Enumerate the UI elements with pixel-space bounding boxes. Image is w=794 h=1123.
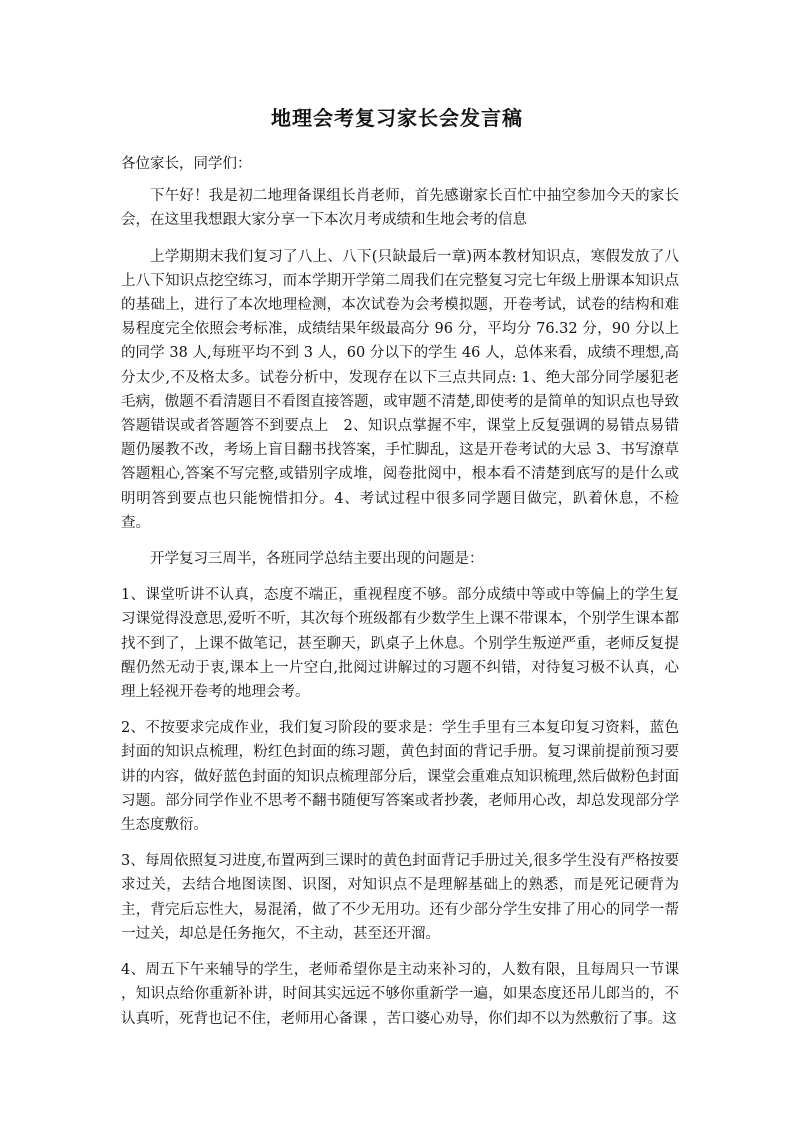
list-item-2: 2、不按要求完成作业，我们复习阶段的要求是：学生手里有三本复印复习资料，蓝色封面的知识点梳理，粉红色封面的练习题，黄色封面的背记手册。复习课前提前预习要讲的内容，做好蓝色封面的知识点梳理部分后，课堂会重难点知识梳理,然后做粉色封面习题。部分同学作业不思考不翻书随便写答案或者抄袭，老师用心改，却总发现部分学生态度敷衍。 [121,720,679,834]
paragraph-exam-analysis: 上学期期末我们复习了八上、八下(只缺最后一章)两本教材知识点，寒假发放了八上八下知识点挖空练习，而本学期开学第二周我们在完整复习完七年级上册课本知识点的基础上，进行了本次地理检测，本次试卷为会考模拟题，开卷考试，试卷的结构和难易程度完全依照会考标准，成绩结果年级最高分 96 分，平均分 76.32 分，90 分以上的同学 38 人,每班平均不到 3 人，60 分以下的学生 46 人，总体来看，成绩不理想,高分太少,不及格太多。试卷分析中，发现存在以下三点共同点: 1、绝大部分同学屡犯老毛病，傲题不看清题目不看图直接答题，或审题不清楚,即使考的是简单的知识点也导致答题错误或者答题答不到要点上 2、知识点掌握不牢，课堂上反复强调的易错点易错题仍屡教不改，考场上盲目翻书找答案，手忙脚乱，这是开卷考试的大忌 3、书写潦草答题粗心,答案不写完整,或错别字成堆，阅卷批阅中，根本看不清楚到底写的是什么或明明答到要点也只能惋惜扣分。4、考试过程中很多同学题目做完，趴着休息，不检查。 [121,248,679,531]
document-title: 地理会考复习家长会发言稿 [271,106,523,130]
list-item-3: 3、每周依照复习进度,布置两到三课时的黄色封面背记手册过关,很多学生没有严格按要求过关，去结合地图读图、识图，对知识点不是理解基础上的熟悉，而是死记硬背为主，背完后忘性大，易混淆，做了不少无用功。还有少部分学生安排了用心的同学一帮一过关，却总是任务拖欠，不主动，甚至还开溜。 [121,853,679,942]
paragraph-opening: 下午好！我是初二地理备课组长肖老师，首先感谢家长百忙中抽空参加今天的家长会，在这里我想跟大家分享一下本次月考成绩和生地会考的信息 [121,188,679,229]
document-body [121,152,679,1043]
list-item-4: 4、周五下午来辅导的学生，老师希望你是主动来补习的，人数有限，且每周只一节课 ，知识点给你重新补讲，时间其实远远不够你重新学一遍，如果态度还吊儿郎当的，不认真听，死背也记不住，老师用心备课 ，苦口婆心劝导，你们却不以为然敷衍了事。这 [121,962,679,1027]
greeting: 各位家长，同学们： [121,156,252,172]
list-item-1: 1、课堂听讲不认真，态度不端正，重视程度不够。部分成绩中等或中等偏上的学生复习课觉得没意思,爱听不听，其次每个班级都有少数学生上课不带课本，个别学生课本都找不到了，上课不做笔记，甚至聊天，趴桌子上休息。个别学生叛逆严重，老师反复提醒仍然无动于衷,课本上一片空白,批阅过讲解过的习题不纠错，对待复习极不认真，心理上轻视开卷考的地理会考。 [121,587,679,701]
paragraph-problems-intro: 开学复习三周半，各班同学总结主要出现的问题是： [150,551,484,568]
